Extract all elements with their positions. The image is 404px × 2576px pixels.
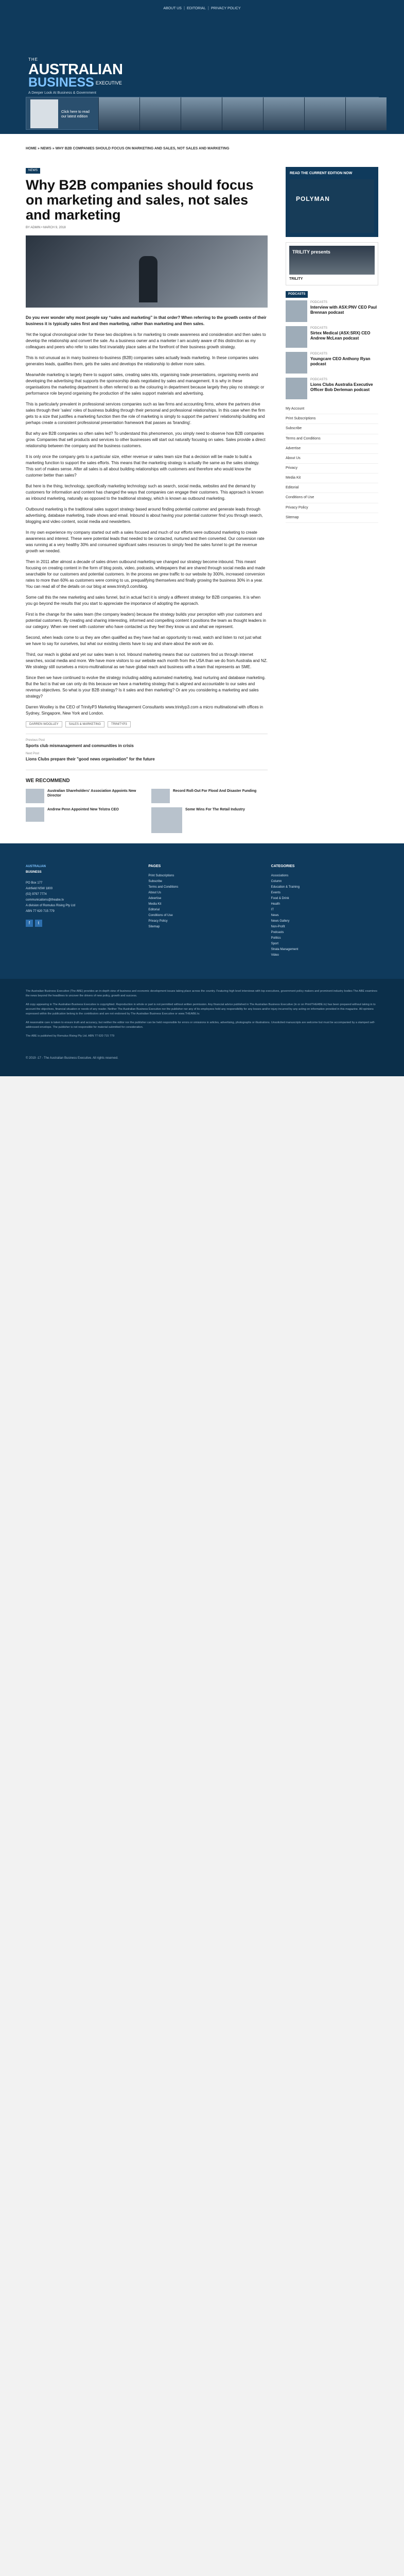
footer-pages (148, 864, 255, 958)
legal-paragraph: All reasonable care is taken to ensure truth and accuracy, but neither the editor nor the publisher can be held responsible for errors or omissions in articles, advertising, photographs or illustrations. Unsolicited manuscripts are welcome but must be accompanied by a stamped self-addressed envelope. The publisher is not responsible for material submitted for consideration. (26, 1021, 375, 1029)
copyright: © 2019 -17 - The Australian Business Executive. All rights reserved. (0, 1056, 404, 1076)
footer-page-link[interactable]: Media Kit (148, 903, 162, 906)
article-paragraph: Third, our reach is global and yet our sales team is not. Inbound marketing means that our customers find us through internet searches, social media and more. We have more visitors to our website each month from the USA than we do from Australia and NZ. We strategy still ourselves a micro-multinational as we have global reach and business with a team that represents an SME. (26, 652, 268, 669)
podcast-text (310, 300, 378, 322)
podcast-thumbnail (286, 378, 307, 399)
page (0, 0, 404, 1076)
sidebar-link[interactable]: Editorial (286, 483, 378, 493)
footer-logo[interactable] (26, 864, 133, 875)
category-tag[interactable]: NEWS (26, 168, 40, 174)
current-edition-ad[interactable] (286, 167, 378, 237)
article-paragraph: But here is the thing, technology, specifically marketing technology such as search, social media, websites and the demand by customers for information and content has changed the ways that companies can engage their customers. This approach is known as inbound marketing, naturally as opposed to the traditional strategy, which is known as outbound marketing. (26, 483, 264, 501)
related-thumbnail (151, 807, 182, 833)
footer-page-link[interactable]: Terms and Conditions (148, 886, 179, 889)
sidebar-link[interactable]: Privacy Policy (286, 503, 378, 513)
related-post[interactable] (26, 807, 142, 833)
next-post-label: Next Post (26, 752, 40, 756)
podcast-label: PODCASTS (310, 327, 328, 330)
footer-contact (26, 864, 133, 958)
footer-category-link[interactable]: Politics (271, 937, 281, 940)
site-tagline: A Deeper Look At Business & Government (28, 91, 96, 95)
prev-post-label: Previous Post (26, 739, 45, 742)
footer-category-link[interactable]: Sport (271, 942, 278, 946)
footer-category-link[interactable]: Health (271, 903, 280, 906)
sidebar-link[interactable]: My Account (286, 404, 378, 414)
footer-category-link[interactable]: Column (271, 880, 282, 884)
speaker-silhouette (139, 256, 157, 302)
footer-category-link[interactable]: News (271, 914, 279, 918)
podcast-text (310, 378, 378, 399)
pages-heading: PAGES (148, 865, 161, 869)
article-paragraph: This is not unusual as in many business-to-business (B2B) companies sales actually leads marketing. In these companies sales generates leads, qualifies them, gets the sales and develops the relationship to deliver more sales. (26, 355, 259, 366)
contact-line: A division of Romulus Rising Pty Ltd (26, 904, 76, 908)
logo-business: BUSINESS (28, 75, 94, 90)
contact-line: Ashfield NSW 1800 (26, 887, 53, 891)
footer-category-link[interactable]: Strata Management (271, 948, 298, 952)
footer-category-link[interactable]: Non-Profit (271, 925, 285, 929)
podcast-title[interactable]: Lions Clubs Australia Executive Officer Bob Derleman podcast (310, 382, 373, 392)
related-thumbnail (151, 789, 170, 803)
footer-category-link[interactable]: Education & Training (271, 886, 300, 889)
article-hero-image (26, 235, 268, 308)
footer-page-link[interactable]: Privacy Policy (148, 920, 168, 923)
tag-link[interactable]: DARREN WOOLLEY (26, 721, 62, 728)
podcast-label: PODCASTS (310, 378, 328, 382)
categories-heading: CATEGORIES (271, 865, 295, 869)
site-logo[interactable] (28, 57, 123, 96)
sidebar-link[interactable]: Advertise (286, 444, 378, 454)
article-paragraph: Meanwhile marketing is largely there to support sales, creating sales kits, organising trade presentations, organising events and developing the advertising that supports the sponsorship deals negotiated by sales and management. It is why in these organisations the marketing department is often referred to as the colouring in department because largely they play no strategic or performance role beyond organising the production of the sales support materials and advertising. (26, 372, 265, 396)
footer-page-link[interactable]: Conditions of Use (148, 914, 173, 918)
podcast-thumbnail (286, 326, 307, 348)
article-byline: BY ADMIN • MARCH 9, 2018 (26, 226, 66, 229)
footer-category-link[interactable]: Associations (271, 874, 289, 878)
podcast-title[interactable]: Sirtex Medical (ASX:SRX) CEO Andrew McLean podcast (310, 330, 371, 341)
edition-link-text[interactable]: Click here to read our latest edition (61, 110, 90, 118)
footer-logo-line2: BUSINESS (26, 871, 42, 874)
post-navigation (26, 734, 268, 770)
social-links (26, 920, 133, 927)
footer-page-link[interactable]: Sitemap (148, 925, 160, 929)
sidebar-links (286, 404, 378, 523)
top-nav: ABOUT US | EDITORIAL | PRIVACY POLICY (0, 0, 404, 21)
sidebar-link[interactable]: Sitemap (286, 513, 378, 523)
article-paragraph: This is particularly prevalent in professional services companies such as law firms and accounting firms, where the partners drive sales through their 'sales' roles of business building through their personal and professional relationships. In this case when the firm gets to a size that justifies a marketing function then the role of marketing is simply to support the partners' relationship building and perhaps create a consistent professional presentation framework that passes as 'branding'. (26, 401, 266, 425)
related-heading: WE RECOMMEND (26, 777, 70, 784)
footer-page-link[interactable]: Subscribe (148, 880, 163, 884)
article-paragraph: Outbound marketing is the traditional sales support strategy based around finding potential customer and generate leads through advertising, database marketing, trade shows and email. Inbound is about having your potential customer find you through search, blogging and video content, social media and newsletters. (26, 506, 263, 524)
ad-title: READ THE CURRENT EDITION NOW (290, 172, 353, 176)
contact-line: ABN 77 620 715 779 (26, 910, 55, 913)
podcast-text (310, 352, 378, 374)
portrait-image (263, 97, 304, 130)
contact-line: PO Box 177 (26, 882, 43, 885)
podcast-thumbnail (286, 300, 307, 322)
footer-category-link[interactable]: Food & Drink (271, 897, 289, 901)
footer (0, 843, 404, 979)
legal-paragraph: The ABE is published by Romulus Rising Pty Ltd. ABN 77 620 715 779 (26, 1035, 115, 1038)
top-nav-link[interactable]: PRIVACY POLICY (210, 7, 241, 10)
podcast-item[interactable] (286, 352, 378, 374)
site-header (0, 21, 404, 134)
article-paragraph: Yet the logical chronological order for these two disciplines is for marketing to create awareness and consideration and then sales to develop the relationship and convert the sale. As a business owner and a marketer I am acutely aware of this distinction as my colleagues and peers who refer to sales first invariably place sales at the forefront of their business growth strategy. (26, 332, 266, 349)
top-nav-link[interactable]: EDITORIAL (187, 7, 206, 10)
podcast-label: PODCASTS (310, 352, 328, 356)
related-posts (26, 789, 268, 833)
podcast-title[interactable]: Interview with ASX:PNV CEO Paul Brennan podcast (310, 304, 377, 315)
video-caption: TRILITY (289, 277, 303, 281)
footer-category-link[interactable]: News Gallery (271, 920, 290, 923)
podcast-item[interactable] (286, 378, 378, 399)
related-title[interactable]: Some Wins For The Retail Industry (185, 808, 245, 812)
podcast-text (310, 326, 378, 348)
footer-category-link[interactable]: Video (271, 954, 279, 957)
magazine-cover-image (30, 99, 58, 128)
related-post[interactable] (26, 789, 142, 803)
sidebar-link[interactable]: Print Subscriptions (286, 414, 378, 424)
portrait-image (304, 97, 345, 130)
article-paragraph: Darren Woolley is the CEO of TrinityP3 Marketing Management Consultants www.trinityp3.com a micro multinational with offices in Sydney, Singapore, New York and London. (26, 704, 264, 716)
facebook-icon[interactable]: f (26, 920, 33, 927)
edition-banner[interactable] (26, 97, 379, 130)
contact-line: (02) 9797 7774 (26, 893, 47, 896)
article-paragraph: Second, when leads come to us they are often qualified as they have had an opportunity to read, watch and listen to not just what we have to say for ourselves, but what our existing clients have to say and share about the work we do. (26, 635, 261, 646)
ad-cover (290, 179, 374, 233)
tag-link[interactable]: TRINITYP3 (108, 721, 131, 728)
prev-post-link[interactable]: Sports club mismanagement and communities in crisis (26, 743, 134, 748)
podcast-label: PODCASTS (310, 301, 328, 304)
contact-line: communications@theabe.tv (26, 899, 64, 902)
categories-list (271, 873, 378, 958)
logo-executive: EXECUTIVE (95, 80, 122, 86)
article-paragraph: But why are B2B companies so often sales led? To understand this phenomenon, you simply need to observe how B2B companies grow. Companies that sell products and services to other businesses will start out naturally focusing on sales. Sales provide a direct relationship between the company and the business customers. (26, 431, 266, 448)
portrait-image (222, 97, 263, 130)
related-title[interactable]: Australian Shareholders' Association Appoints New Director (47, 789, 136, 798)
article-title: Why B2B companies should focus on marketing and sales, not sales and marketing (26, 177, 254, 223)
podcast-list (286, 300, 378, 399)
footer-page-link[interactable]: About Us (148, 891, 162, 895)
footer-page-link[interactable]: Editorial (148, 908, 160, 912)
footer-categories (271, 864, 378, 958)
tag-link[interactable]: SALES & MARKETING (65, 721, 104, 728)
sidebar (278, 157, 378, 843)
sidebar-link[interactable]: Privacy (286, 464, 378, 473)
article-paragraph: Since then we have continued to evolve the strategy including adding automated marketing, lead nurturing and database marketing. But the fact is that we can only do this because we have a marketing strategy that is aligned and accountable to our sales and revenue objectives. So what is your B2B strategy? Is it sales and then marketing? Or are you considering a marketing and sales strategy? (26, 675, 266, 699)
podcast-title[interactable]: Youngcare CEO Anthony Ryan podcast (310, 356, 371, 366)
portrait-image (139, 97, 181, 130)
footer-page-link[interactable]: Print Subscriptions (148, 874, 174, 878)
podcast-item[interactable] (286, 300, 378, 322)
legal-paragraph: The Australian Business Executive (The ABE) provides an in-depth view of business and economic development issues taking place across the country. Featuring high level interviews with top executives, government policy makers and prominent industry bodies The ABE examines the news beyond the headlines to uncover the drivers of new policy, growth and success. (26, 990, 378, 998)
related-thumbnail (26, 807, 44, 822)
video-widget[interactable] (286, 242, 378, 285)
article-body (26, 332, 268, 717)
podcasts-heading: PODCASTS (286, 291, 308, 298)
twitter-icon[interactable]: t (35, 920, 42, 927)
portrait-image (345, 97, 387, 130)
podcast-thumbnail (286, 352, 307, 374)
article-lead: Do you ever wonder why most people say “sales and marketing” in that order? When referring to the growth centre of their business it is typically sales first and then marketing, rather than marketing and then sales. (26, 315, 267, 326)
video-thumbnail[interactable]: TRILITY presents (289, 246, 375, 275)
article-paragraph: In my own experience my company started out with a sales focused and much of our efforts were outbound marketing to create awareness and interest. These were potential leads that needed to be contacted, nurtured and then converted. Our conversion rate was running at a very healthy 30% and consumed significant sales resources to simply feed the sales funnel to get the revenue growth we needed. (26, 530, 265, 553)
contact-details (26, 880, 133, 914)
footer-category-link[interactable]: Podcasts (271, 931, 284, 935)
legal-paragraph: All copy appearing in The Australian Business Executive is copyrighted. Reproduction in whole or part is not permitted without written permission. Any financial advice published in The Australian Business Executive (in or on Print/THEABE.tv) has been prepared without taking in to account the objectives, financial situation or needs of any reader. Neither The Australian Business Executive nor the publisher nor any of its employees hold any responsibility for any losses and/or injury incurred by any acting on information provided in this magazine. All opinions expressed within the publication belong to the contributors and are not endorsed by The Australian Business Executive or www.THEABE.tv. (26, 1003, 376, 1016)
logo-the: THE (28, 57, 38, 62)
related-thumbnail (26, 789, 44, 803)
sidebar-link[interactable]: Terms and Conditions (286, 434, 378, 444)
top-nav-link[interactable]: ABOUT US (163, 7, 182, 10)
footer-category-link[interactable]: IT (271, 908, 274, 912)
next-post-link[interactable]: Lions Clubs prepare their "good news organisation" for the future (26, 757, 155, 762)
related-title[interactable]: Record Roll-Out For Flood And Disaster Funding (173, 789, 257, 793)
breadcrumb[interactable]: HOME » NEWS » WHY B2B COMPANIES SHOULD FOCUS ON MARKETING AND SALES, NOT SALES AND MARKETING (0, 134, 404, 157)
article-paragraph: It is only once the company gets to a particular size, either revenue or sales team size that a decision will be made to build a marketing function to support the sales efforts. This means that the marketing strategy is actually the same as the sales strategy. This sort of makes sense. After all sales is all about building relationships with customers and therefore who would know the customer better than sales? (26, 454, 260, 478)
tag-list (26, 721, 268, 728)
sidebar-link[interactable]: Conditions of Use (286, 493, 378, 503)
related-title[interactable]: Andrew Penn Appointed New Telstra CEO (47, 808, 119, 812)
article-paragraph: First is the change for the sales team (the company leaders) because the strategy builds your perception with your customers and potential customers. By creating and sharing interesting, informed and compelling content it positions the team as thought leaders in our category. When we meet with customer who have contacted us they feel they know us and what we represent. (26, 612, 266, 629)
footer-page-link[interactable]: Advertise (148, 897, 162, 901)
content-area (0, 157, 404, 843)
logo-line2 (28, 76, 123, 89)
podcast-item[interactable] (286, 326, 378, 348)
portrait-image (98, 97, 139, 130)
footer-logo-line1: AUSTRALIAN (26, 865, 46, 869)
banner-portraits (98, 97, 387, 130)
sidebar-link[interactable]: Media Kit (286, 473, 378, 483)
pages-list (148, 873, 255, 930)
portrait-image (181, 97, 222, 130)
ad-cover-text: POLYMAN (296, 195, 330, 203)
sidebar-link[interactable]: Subscribe (286, 424, 378, 434)
related-post[interactable] (151, 789, 268, 803)
sidebar-link[interactable]: About Us (286, 454, 378, 464)
related-post[interactable] (151, 807, 268, 833)
legal-text (0, 979, 404, 1056)
article-paragraph: Some call this the new marketing and sales funnel, but in actual fact it is simply a different strategy for B2B companies. It is when you go beyond the results that you start to appreciate the importance of adopting the approach. (26, 595, 261, 606)
article-paragraph: Then in 2011 after almost a decade of sales driven outbound marketing we changed our strategy become inbound. This meant focusing on creating content in the form of blog posts, video, podcasts, whitepapers that are shared through social media and made searchable for our customers and potential customers. In the process we grew traffic to our website by 300%, increased conversion rates to more than 60% as customers were coming to us, prequalifying themselves and finally growing the business 30% in a year. You can read all of the details on our blog at www.trinity3.com/blog. (26, 559, 266, 589)
logo-line1: AUSTRALIAN (28, 61, 123, 78)
footer-category-link[interactable]: Events (271, 891, 280, 895)
article (26, 157, 278, 843)
